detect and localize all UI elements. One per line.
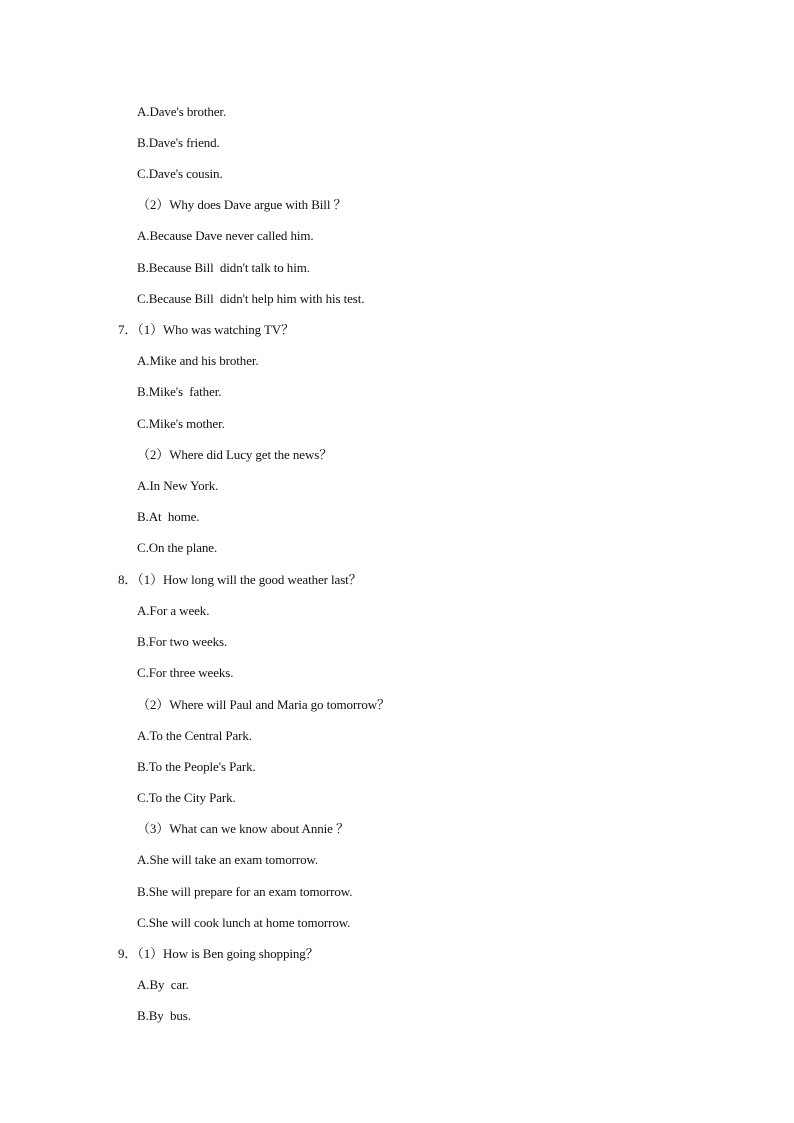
option-line: A.Mike and his brother. xyxy=(137,353,259,368)
option-line: C.Dave's cousin. xyxy=(137,166,223,181)
sub-question-line: （3）What can we know about Annie ？ xyxy=(137,821,349,836)
option-line: C.She will cook lunch at home tomorrow. xyxy=(137,915,351,930)
option-line: A.To the Central Park. xyxy=(137,728,252,743)
option-line: C.Mike's mother. xyxy=(137,416,225,431)
option-line: B.For two weeks. xyxy=(137,634,228,649)
option-line: B.By bus. xyxy=(137,1008,191,1023)
option-line: B.At home. xyxy=(137,509,200,524)
question-line: 9．（1）How is Ben going shopping？ xyxy=(118,946,319,961)
option-line: A.Dave's brother. xyxy=(137,104,227,119)
question-line: 8．（1）How long will the good weather last？ xyxy=(118,572,362,587)
option-line: B.Dave's friend. xyxy=(137,135,220,150)
option-line: B.Because Bill didn't talk to him. xyxy=(137,260,310,275)
option-line: B.Mike's father. xyxy=(137,384,222,399)
option-line: A.For a week. xyxy=(137,603,210,618)
option-line: A.She will take an exam tomorrow. xyxy=(137,852,319,867)
option-line: C.For three weeks. xyxy=(137,665,234,680)
option-line: C.On the plane. xyxy=(137,540,218,555)
option-line: C.To the City Park. xyxy=(137,790,236,805)
option-line: B.She will prepare for an exam tomorrow. xyxy=(137,884,353,899)
option-line: A.Because Dave never called him. xyxy=(137,228,314,243)
option-line: C.Because Bill didn't help him with his test. xyxy=(137,291,365,306)
option-line: A.By car. xyxy=(137,977,189,992)
question-line: 7．（1）Who was watching TV？ xyxy=(118,322,294,337)
sub-question-line: （2）Where did Lucy get the news？ xyxy=(137,447,333,462)
sub-question-line: （2）Where will Paul and Maria go tomorrow？ xyxy=(137,697,390,712)
sub-question-line: （2）Why does Dave argue with Bill ？ xyxy=(137,197,347,212)
option-line: B.To the People's Park. xyxy=(137,759,256,774)
option-line: A.In New York. xyxy=(137,478,219,493)
